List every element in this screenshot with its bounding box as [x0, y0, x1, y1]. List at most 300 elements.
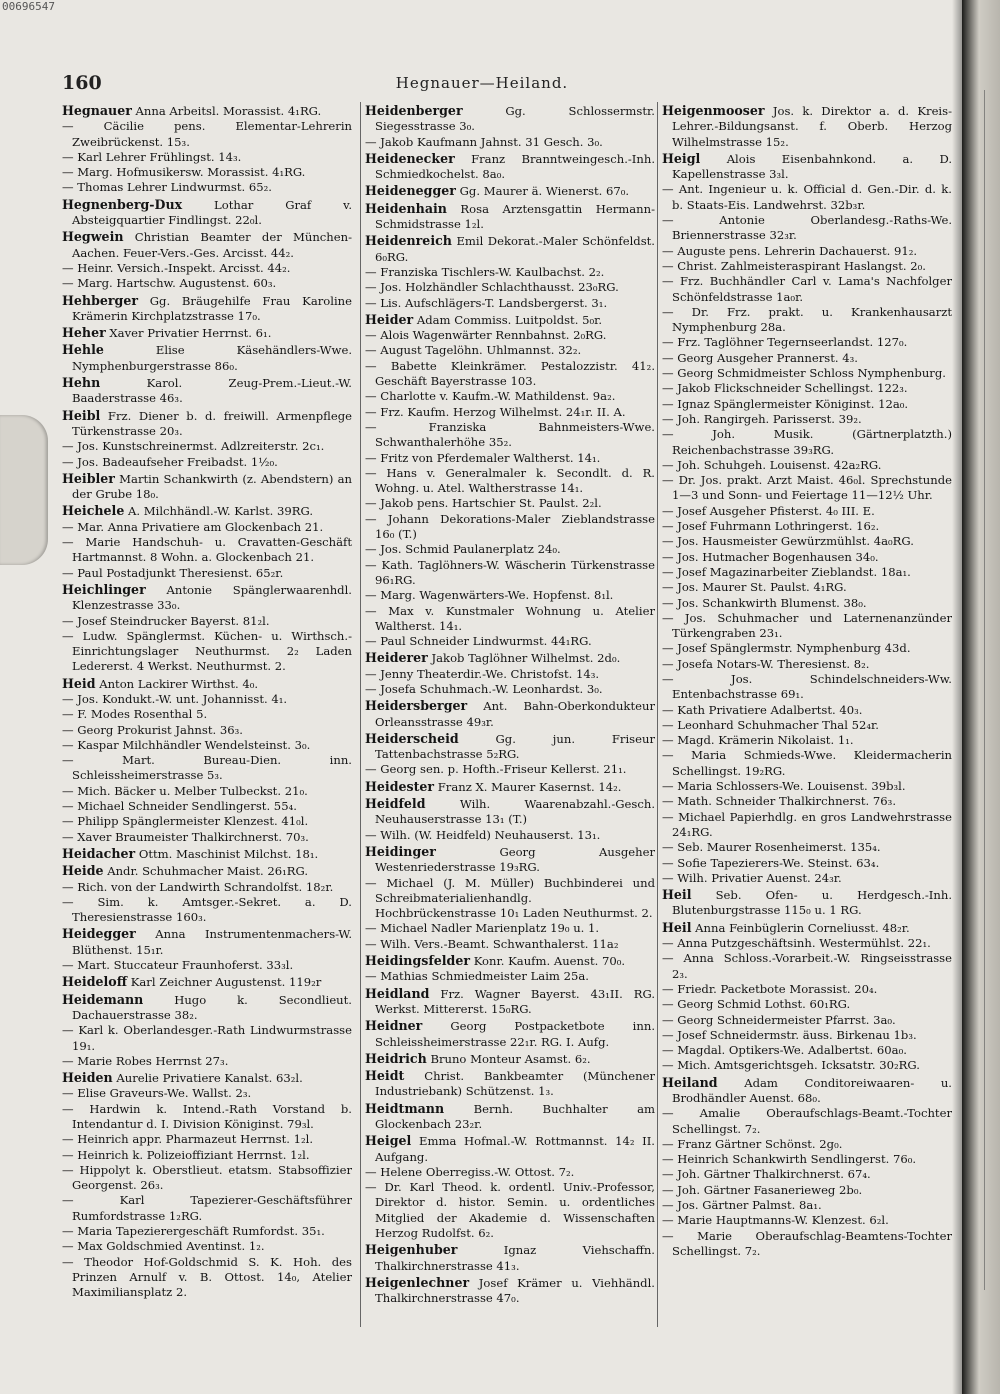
surname-entry	[365, 1101, 655, 1133]
entry-text: — Lis. Aufschlägers-T. Landsbergerst. 3₁.	[365, 295, 608, 310]
sub-entry	[662, 381, 952, 396]
sub-entry	[62, 692, 352, 707]
sub-entry	[365, 359, 655, 390]
running-head: Hegnauer—Heiland.	[395, 74, 569, 92]
sub-entry	[62, 629, 352, 675]
entry-text: — Jos. Badeaufseher Freibadst. 1½₀.	[62, 454, 278, 469]
entry-text: — Wilh. Privatier Auenst. 24₃r.	[662, 870, 842, 885]
surname: Heigel	[365, 1133, 412, 1149]
entry-text: — Math. Schneider Thalkirchnerst. 76₃.	[662, 794, 896, 809]
surname-entry	[62, 197, 352, 229]
surname: Heidland	[365, 985, 430, 1001]
entry-text: — Babette Kleinkrämer. Pestalozzistr. 41₂. Geschäft Bayerstrasse 103.	[365, 358, 655, 389]
entry-text: Anna Feinbüglerin Corneliusst. 48₂r.	[695, 920, 910, 935]
entry-text: — Maria Schlossers-We. Louisenst. 39b₃l.	[662, 779, 906, 794]
column-divider	[657, 102, 658, 1327]
sub-entry	[62, 1102, 352, 1133]
entry-text: Rosa Arztensgattin Hermann-Schmidstrasse 1₂l.	[375, 201, 655, 232]
entry-text: — Maria Tapezierergeschäft Rumfordst. 35₁.	[62, 1224, 325, 1239]
sub-entry	[365, 542, 655, 557]
entry-text: Ant. Bahn-Oberkondukteur Orleansstrasse 49₃r.	[375, 699, 655, 729]
entry-text: — Josef Spänglermstr. Nymphenburg 43d.	[662, 641, 911, 656]
entry-text: — Jakob Flickschneider Schellingst. 122₃.	[662, 381, 908, 396]
entry-text: — Magdal. Optikers-We. Adalbertst. 60a₀.	[662, 1043, 907, 1058]
sub-entry	[662, 657, 952, 672]
entry-text: — Joh. Rangirgeh. Parisserst. 39₂.	[662, 411, 862, 426]
surname-entry	[62, 375, 352, 407]
surname-entry	[365, 201, 655, 233]
entry-text: Franz X. Maurer Kasernst. 14₂.	[437, 779, 622, 794]
entry-text: — Josef Fuhrmann Lothringerst. 16₂.	[662, 519, 880, 534]
sub-entry	[662, 274, 952, 305]
entry-text: — Hippolyt k. Oberstlieut. etatsm. Stabsoffizier Georgenst. 26₃.	[62, 1162, 352, 1193]
entry-text: — Anna Schloss.-Vorarbeit.-W. Ringseisstrasse 2₃.	[662, 951, 952, 981]
entry-text: Wilh. Waarenabzahl.-Gesch. Neuhauserstrasse 13₁ (T.)	[375, 797, 655, 827]
surname-entry	[365, 731, 655, 763]
sub-entry	[62, 1224, 352, 1239]
corner-stamp: 00696547	[2, 0, 55, 13]
entry-text: — Sofie Tapezierers-We. Steinst. 63₄.	[662, 855, 880, 870]
entry-text: — Wilh. (W. Heidfeld) Neuhauserst. 13₁.	[365, 827, 601, 842]
surname-entry	[365, 312, 655, 328]
entry-text: Martin Schankwirth (z. Abendstern) an der Grube 18₀.	[72, 471, 352, 502]
entry-text: — Georg Schmid Lothst. 60₁RG.	[662, 997, 851, 1012]
sub-entry	[662, 259, 952, 274]
sub-entry	[62, 520, 352, 535]
surname-entry	[62, 863, 352, 879]
entry-text: — Heinrich Schankwirth Sendlingerst. 76₀.	[662, 1152, 917, 1167]
entry-text: Frz. Wagner Bayerst. 43₁II. RG. Werkst. Mittererst. 15₀RG.	[375, 986, 655, 1016]
sub-entry	[662, 856, 952, 871]
entry-text: Adam Commiss. Luitpoldst. 5₀r.	[416, 312, 603, 327]
entry-text: Emma Hofmal.-W. Rottmannst. 14₂ II. Aufgang.	[375, 1134, 655, 1164]
entry-text: — Max Goldschmied Aventinst. 1₂.	[62, 1239, 265, 1254]
entry-text: — Kath. Taglöhners-W. Wäscherin Türkenstrasse 96₁RG.	[365, 557, 655, 587]
sub-entry	[62, 276, 352, 291]
surname: Heidenegger	[365, 183, 456, 199]
sub-entry	[62, 566, 352, 581]
surname: Hegnenberg-Dux	[62, 196, 183, 212]
sub-entry	[365, 604, 655, 635]
surname-entry	[365, 103, 655, 135]
sub-entry	[662, 565, 952, 580]
entry-text: — Jos. Maurer St. Paulst. 4₁RG.	[662, 580, 847, 595]
entry-text: — Philipp Spänglermeister Klenzest. 41₀l.	[62, 814, 309, 829]
sub-entry	[62, 738, 352, 753]
sub-entry	[62, 261, 352, 276]
entry-text: — Frz. Taglöhner Tegernseerlandst. 127₀.	[662, 335, 908, 350]
surname-entry	[365, 796, 655, 828]
surname: Heichele	[62, 503, 125, 519]
entry-text: — Cäcilie pens. Elementar-Lehrerin Zweibrückenst. 15₃.	[62, 119, 352, 149]
entry-text: — Mar. Anna Privatiere am Glockenbach 21.	[62, 519, 324, 534]
sub-entry	[662, 504, 952, 519]
sub-entry	[365, 667, 655, 682]
surname: Heigl	[662, 150, 701, 166]
surname: Heigenhuber	[365, 1242, 458, 1258]
entry-text: — Joh. Gärtner Thalkirchnerst. 67₄.	[662, 1167, 871, 1182]
sub-entry	[62, 880, 352, 895]
surname: Heigenlechner	[365, 1274, 470, 1290]
surname-entry	[365, 953, 655, 969]
entry-text: — Hans v. Generalmaler k. Secondlt. d. R. Wohng. u. Atel. Waltherstrasse 14₁.	[365, 465, 655, 496]
surname: Heidenhain	[365, 200, 447, 216]
sub-entry	[662, 1043, 952, 1058]
sub-entry	[365, 876, 655, 922]
entry-text: — Marg. Wagenwärters-We. Hopfenst. 8₁l.	[365, 588, 614, 603]
sub-entry	[62, 180, 352, 195]
surname: Heil	[662, 887, 692, 903]
sub-entry	[662, 473, 952, 504]
entry-text: Anna Instrumentenmachers-W. Blüthenst. 15₁r.	[72, 927, 352, 957]
entry-text: — Kaspar Milchhändler Wendelsteinst. 3₀.	[62, 737, 311, 752]
entry-text: — Josef Ausgeher Pfisterst. 4₀ III. E.	[662, 503, 875, 518]
sub-entry	[365, 634, 655, 649]
sub-entry	[662, 794, 952, 809]
entry-text: — Jos. Schuhmacher und Laternenanzünder Türkengraben 23₁.	[662, 610, 952, 641]
entry-text: — Jos. Kunstschreinermst. Adlzreiterstr. 2c₁.	[62, 439, 325, 454]
surname: Heiderscheid	[365, 730, 459, 746]
surname: Heichlinger	[62, 581, 146, 597]
entry-text: — Josef Schneidermstr. äuss. Birkenau 1b₃.	[662, 1027, 917, 1042]
entry-text: — Jos. Kondukt.-W. unt. Johannisst. 4₁.	[62, 691, 288, 706]
entry-text: — Mart. Bureau-Dien. inn. Schleissheimerstrasse 5₃.	[62, 753, 352, 783]
entry-text: — Alois Wagenwärter Rennbahnst. 2₀RG.	[365, 328, 607, 343]
entry-text: — Josef Steindrucker Bayerst. 81₂l.	[62, 613, 270, 628]
sub-entry	[62, 1193, 352, 1224]
entry-text: Christian Beamter der München-Aachen. Feuer-Vers.-Ges. Arcisst. 44₂.	[72, 230, 352, 260]
entry-text: — Georg Prokurist Jahnst. 36₃.	[62, 722, 243, 737]
entry-text: — Marg. Hofmusikersw. Morassist. 4₁RG.	[62, 165, 306, 180]
sub-entry	[62, 895, 352, 926]
entry-text: Adam Conditoreiwaaren- u. Brodhändler Auenst. 68₀.	[672, 1075, 952, 1105]
entry-text: — Dr. Jos. prakt. Arzt Maist. 46₀l. Sprechstunde 1—3 und Sonn- und Feiertage 11—12½ Uhr.	[662, 473, 952, 503]
surname: Heiland	[662, 1074, 718, 1090]
entry-text: Georg Postpacketbote inn. Schleissheimerstrasse 22₁r. RG. I. Aufg.	[375, 1019, 655, 1049]
surname-entry	[62, 342, 352, 374]
entry-text: — Jos. Schankwirth Blumenst. 38₀.	[662, 595, 867, 610]
sub-entry	[62, 723, 352, 738]
sub-entry	[365, 389, 655, 404]
entry-text: Anna Arbeitsl. Morassist. 4₁RG.	[135, 104, 322, 118]
surname-entry	[62, 229, 352, 261]
entry-text: Gg. jun. Friseur Tattenbachstrasse 5₂RG.	[375, 731, 655, 762]
entry-text: A. Milchhändl.-W. Karlst. 39RG.	[128, 504, 314, 519]
sub-entry	[662, 1106, 952, 1137]
sub-entry	[62, 799, 352, 814]
sub-entry	[62, 119, 352, 150]
sub-entry	[662, 936, 952, 951]
sub-entry	[62, 707, 352, 722]
surname: Heide	[62, 863, 104, 879]
entry-text: Elise Käsehändlers-Wwe. Nymphenburgerstrasse 86₀.	[72, 343, 352, 373]
sub-entry	[662, 611, 952, 642]
sub-entry	[662, 748, 952, 779]
entry-text: — Josefa Notars-W. Theresienst. 8₂.	[662, 656, 870, 671]
next-page-edge	[962, 0, 1000, 1394]
surname-entry	[662, 151, 952, 183]
sub-entry	[662, 1183, 952, 1198]
surname-entry	[365, 779, 655, 795]
surname-entry	[62, 103, 352, 119]
page-number: 160	[62, 72, 102, 94]
entry-text: — Josefa Schuhmach.-W. Leonhardst. 3₀.	[365, 681, 603, 696]
entry-text: — Frz. Kaufm. Herzog Wilhelmst. 24₁r. II. A.	[365, 404, 626, 419]
entry-text: Karol. Zeug-Prem.-Lieut.-W. Baaderstrasse 46₃.	[72, 376, 352, 406]
surname: Heidemann	[62, 991, 144, 1007]
entry-text: — Kath Privatiere Adalbertst. 40₃.	[662, 702, 863, 717]
entry-text: Ottm. Maschinist Milchst. 18₁.	[138, 846, 319, 861]
entry-text: — Paul Postadjunkt Theresienst. 65₂r.	[62, 565, 284, 580]
surname: Heideloff	[62, 974, 128, 990]
surname: Heidfeld	[365, 796, 426, 812]
entry-text: Frz. Diener b. d. freiwill. Armenpflege Türkenstrasse 20₃.	[72, 408, 352, 438]
entry-text: — Thomas Lehrer Lindwurmst. 65₂.	[62, 180, 272, 195]
entry-text: — Franziska Bahnmeisters-Wwe. Schwanthalerhöhe 35₂.	[365, 419, 655, 450]
entry-text: — Michael Papierhdlg. en gros Landwehrstrasse 24₁RG.	[662, 809, 952, 839]
surname: Hegnauer	[62, 103, 132, 118]
entry-text: — Marie Oberaufschlag-Beamtens-Tochter Schellingst. 7₂.	[662, 1228, 952, 1258]
entry-text: — Mich. Amtsgerichtsgeh. Icksatstr. 30₂RG.	[662, 1058, 920, 1073]
binding-tab-cutout	[0, 415, 48, 565]
entry-text: — Georg Ausgeher Prannerst. 4₃.	[662, 350, 858, 365]
directory-column-2	[365, 102, 655, 1352]
entry-text: Jakob Taglöhner Wilhelmst. 2d₀.	[431, 651, 621, 666]
sub-entry	[662, 519, 952, 534]
sub-entry	[365, 343, 655, 358]
sub-entry	[662, 982, 952, 997]
surname-entry	[662, 103, 952, 150]
entry-text: — Jos. Holzhändler Schlachthausst. 23₀RG.	[365, 280, 619, 295]
entry-text: — Wilh. Vers.-Beamt. Schwanthalerst. 11a₂	[365, 936, 619, 951]
sub-entry	[662, 1058, 952, 1073]
sub-entry	[662, 182, 952, 213]
sub-entry	[662, 718, 952, 733]
entry-text: — Marie Handschuh- u. Cravatten-Geschäft Hartmannst. 8 Wohn. a. Glockenbach 21.	[62, 535, 352, 565]
surname-entry	[365, 986, 655, 1018]
sub-entry	[662, 534, 952, 549]
surname-entry	[365, 1242, 655, 1274]
sub-entry	[365, 969, 655, 984]
sub-entry	[365, 558, 655, 589]
surname-entry	[662, 887, 952, 919]
entry-text: Anton Lackirer Wirthst. 4₀.	[99, 676, 259, 691]
entry-text: Gg. Bräugehilfe Frau Karoline Krämerin Kirchplatzstrasse 17₀.	[72, 293, 352, 323]
entry-text: Franz Branntweingesch.-Inh. Schmiedkochelst. 8a₀.	[375, 151, 655, 182]
sub-entry	[365, 280, 655, 295]
entry-text: — Karl Lehrer Frühlingst. 14₃.	[62, 149, 242, 164]
sub-entry	[62, 830, 352, 845]
entry-text: Alois Eisenbahnkond. a. D. Kapellenstrasse 3₃l.	[672, 151, 952, 182]
column-divider	[360, 102, 361, 1327]
entry-text: — Dr. Frz. prakt. u. Krankenhausarzt Nymphenburg 28a.	[662, 304, 952, 335]
surname: Heidersberger	[365, 698, 468, 714]
sub-entry	[662, 213, 952, 244]
sub-entry	[62, 784, 352, 799]
entry-text: — F. Modes Rosenthal 5.	[62, 707, 208, 722]
entry-text: — Frz. Buchhändler Carl v. Lama's Nachfolger Schönfeldstrasse 1a₀r.	[662, 274, 952, 304]
entry-text: — Marg. Hartschw. Augustenst. 60₃.	[62, 276, 277, 291]
sub-entry	[365, 265, 655, 280]
sub-entry	[662, 397, 952, 412]
sub-entry	[662, 550, 952, 565]
surname: Heiderer	[365, 650, 428, 666]
entry-text: Ignaz Viehschaffn. Thalkirchnerstrasse 41₃.	[375, 1243, 655, 1273]
entry-text: — Ignaz Spänglermeister Königinst. 12a₀.	[662, 396, 909, 411]
sub-entry	[62, 958, 352, 973]
surname: Heidner	[365, 1018, 423, 1034]
entry-text: — Johann Dekorations-Maler Zieblandstrasse 16₀ (T.)	[365, 511, 655, 542]
entry-text: Gg. Schlossermstr. Siegesstrasse 3₀.	[375, 104, 655, 134]
sub-entry	[365, 937, 655, 952]
sub-entry	[62, 1132, 352, 1147]
surname: Heidenecker	[365, 150, 455, 166]
surname-entry	[365, 183, 655, 199]
entry-text: Christ. Bankbeamter (Münchener Industriebank) Schützenst. 1₃.	[375, 1069, 655, 1099]
entry-text: — Dr. Karl Theod. k. ordentl. Univ.-Professor, Direktor d. histor. Semin. u. ordentliches Mitglied der Akademie d. Wissenschaften Herzog Rudolfst. 6₂.	[365, 1180, 655, 1241]
entry-text: Jos. k. Direktor a. d. Kreis-Lehrer.-Bildungsanst. f. Oberb. Herzog Wilhelmstrasse 15₂.	[672, 104, 952, 149]
sub-entry	[62, 1054, 352, 1069]
sub-entry	[62, 1163, 352, 1194]
surname: Heibler	[62, 470, 115, 486]
sub-entry	[662, 366, 952, 381]
sub-entry	[62, 150, 352, 165]
sub-entry	[62, 614, 352, 629]
sub-entry	[662, 458, 952, 473]
entry-text: — Heinrich k. Polizeioffiziant Herrnst. 1₂l.	[62, 1147, 310, 1162]
entry-text: Karl Zeichner Augustenst. 119₂r	[130, 975, 322, 990]
entry-text: — Franz Gärtner Schönst. 2g₀.	[662, 1136, 843, 1151]
surname-entry	[365, 233, 655, 265]
surname-entry	[62, 582, 352, 614]
sub-entry	[662, 1229, 952, 1260]
surname-entry	[365, 1275, 655, 1307]
entry-text: Lothar Graf v. Absteigquartier Findlingst. 22₀l.	[72, 197, 352, 228]
sub-entry	[662, 1213, 952, 1228]
directory-column-1	[62, 102, 352, 1352]
sub-entry	[662, 672, 952, 703]
surname-entry	[62, 974, 352, 990]
entry-text: — Hardwin k. Intend.-Rath Vorstand b. Intendantur d. I. Division Königinst. 79₃l.	[62, 1101, 352, 1131]
sub-entry	[62, 1239, 352, 1254]
entry-text: — Georg sen. p. Hofth.-Friseur Kellerst. 21₁.	[365, 762, 627, 777]
sub-entry	[365, 328, 655, 343]
entry-text: — Jos. Schindelschneiders-Ww. Entenbachstrasse 69₁.	[662, 671, 952, 702]
sub-entry	[365, 921, 655, 936]
entry-text: Gg. Maurer ä. Wienerst. 67₀.	[459, 184, 630, 199]
entry-text: Hugo k. Secondlieut. Dachauerstrasse 38₂.	[72, 992, 352, 1022]
surname-entry	[365, 650, 655, 666]
entry-text: — Anna Putzgeschäftsinh. Westermühlst. 22₁.	[662, 936, 931, 951]
surname-entry	[62, 471, 352, 503]
entry-text: — Georg Schneidermeister Pfarrst. 3a₀.	[662, 1012, 896, 1027]
surname: Heher	[62, 325, 106, 341]
sub-entry	[662, 1198, 952, 1213]
entry-text: Emil Dekorat.-Maler Schönfeldst. 6₀RG.	[375, 234, 655, 264]
surname-entry	[62, 503, 352, 519]
entry-text: Aurelie Privatiere Kanalst. 63₂l.	[116, 1071, 303, 1086]
entry-text: Josef Krämer u. Viehhändl. Thalkirchnerstrasse 47₀.	[375, 1275, 655, 1306]
surname-entry	[365, 844, 655, 876]
entry-text: — Jos. Hausmeister Gewürzmühlst. 4a₀RG.	[662, 534, 914, 549]
surname: Heigenmooser	[662, 103, 765, 118]
sub-entry	[62, 439, 352, 454]
entry-text: — Friedr. Packetbote Morassist. 20₄.	[662, 981, 878, 996]
sub-entry	[662, 335, 952, 350]
surname-entry	[365, 1068, 655, 1100]
surname-entry	[365, 151, 655, 183]
entry-text: — Seb. Maurer Rosenheimerst. 135₄.	[662, 840, 881, 855]
sub-entry	[662, 580, 952, 595]
sub-entry	[365, 405, 655, 420]
entry-text: — Ludw. Spänglermst. Küchen- u. Wirthsch.-Einrichtungslager Neuthurmst. 2₂ Laden Ledererst. 4 Werkst. Neuthurmst. 2.	[62, 628, 352, 674]
entry-text: Georg Ausgeher Westenriederstrasse 19₃RG.	[375, 844, 655, 875]
entry-text: — Mathias Schmiedmeister Laim 25a.	[365, 969, 589, 984]
sub-entry	[662, 871, 952, 886]
sub-entry	[365, 682, 655, 697]
entry-text: — Heinrich appr. Pharmazeut Herrnst. 1₂l.	[62, 1132, 314, 1147]
entry-text: Antonie Spänglerwaarenhdl. Klenzestrasse 33₀.	[72, 582, 352, 613]
entry-text: — Helene Oberregiss.-W. Ottost. 7₂.	[365, 1164, 575, 1179]
sub-entry	[662, 1152, 952, 1167]
surname-entry	[365, 1051, 655, 1067]
entry-text: — Auguste pens. Lehrerin Dachauerst. 91₂.	[662, 243, 918, 258]
entry-text: Bernh. Buchhalter am Glockenbach 23₂r.	[375, 1101, 655, 1131]
surname-entry	[62, 992, 352, 1024]
sub-entry	[62, 1148, 352, 1163]
sub-entry	[662, 951, 952, 982]
sub-entry	[662, 1137, 952, 1152]
surname-entry	[662, 1075, 952, 1107]
directory-column-3	[662, 102, 952, 1352]
entry-text: — Jos. Hutmacher Bogenhausen 34₀.	[662, 549, 879, 564]
sub-entry	[662, 412, 952, 427]
sub-entry	[365, 135, 655, 150]
sub-entry	[62, 1255, 352, 1301]
entry-text: — Leonhard Schuhmacher Thal 52₄r.	[662, 717, 879, 732]
entry-text: — Joh. Schuhgeh. Louisenst. 42a₂RG.	[662, 457, 882, 472]
surname: Heidacher	[62, 845, 136, 861]
entry-text: Xaver Privatier Herrnst. 6₁.	[109, 326, 272, 341]
entry-text: — Christ. Zahlmeisteraspirant Haslangst. 2₀.	[662, 258, 926, 273]
sub-entry	[62, 165, 352, 180]
surname: Heidingsfelder	[365, 953, 471, 969]
entry-text: — Jenny Theaterdir.-We. Christofst. 14₃.	[365, 666, 600, 681]
sub-entry	[365, 296, 655, 311]
entry-text: — Michael Schneider Sendlingerst. 55₄.	[62, 799, 297, 814]
surname: Hehn	[62, 375, 101, 391]
surname: Heid	[62, 675, 96, 691]
sub-entry	[62, 814, 352, 829]
surname: Heidegger	[62, 926, 136, 942]
surname: Heidrich	[365, 1050, 427, 1066]
entry-text: — Ant. Ingenieur u. k. Official d. Gen.-Dir. d. k. b. Staats-Eis. Landwehrst. 32b₃r.	[662, 182, 952, 212]
entry-text: — Maria Schmieds-Wwe. Kleidermacherin Schellingst. 19₂RG.	[662, 748, 952, 778]
sub-entry	[62, 753, 352, 784]
sub-entry	[662, 1013, 952, 1028]
sub-entry	[662, 779, 952, 794]
sub-entry	[365, 1180, 655, 1241]
entry-text: — Jos. Schmid Paulanerplatz 24₀.	[365, 542, 561, 557]
surname: Heidenberger	[365, 103, 463, 118]
entry-text: — Michael (J. M. Müller) Buchbinderei und Schreibmaterialienhandlg. Hochbrückenstrasse 10₁ Laden Neuthurmst. 2.	[365, 875, 655, 921]
surname-entry	[62, 1070, 352, 1086]
surname: Heidester	[365, 778, 435, 794]
sub-entry	[662, 733, 952, 748]
entry-text: — Xaver Braumeister Thalkirchnerst. 70₃.	[62, 829, 309, 844]
sub-entry	[365, 828, 655, 843]
sub-entry	[662, 596, 952, 611]
